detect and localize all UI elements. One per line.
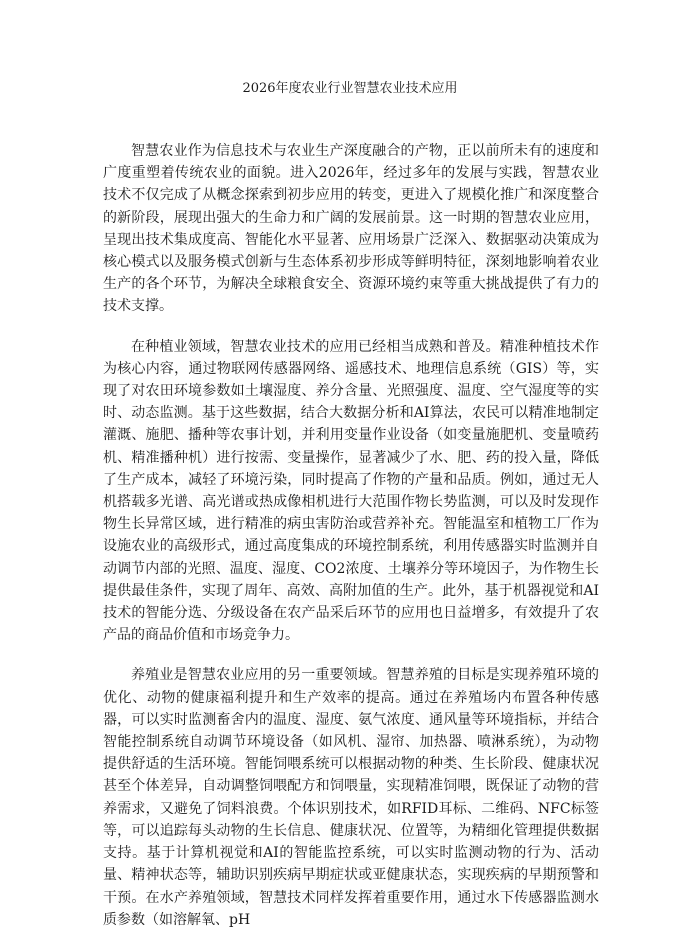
paragraph-intro: 智慧农业作为信息技术与农业生产深度融合的产物，正以前所未有的速度和广度重塑着传统农业的面貌。进入2026年，经过多年的发展与实践，智慧农业技术不仅完成了从概念探索到初步应用的转变，更进入了规模化推广和深度整合的新阶段，展现出强大的生命力和广阔的发展前景。这一时期的智慧农业应用，呈现出技术集成度高、智能化水平显著、应用场景广泛深入、数据驱动决策成为核心模式以及服务模式创新与生态体系初步形成等鲜明特征，深刻地影响着农业生产的各个环节，为解决全球粮食安全、资源环境约束等重大挑战提供了有力的技术支撑。 xyxy=(103,143,599,315)
paragraph-livestock: 养殖业是智慧农业应用的另一重要领域。智慧养殖的目标是实现养殖环境的优化、动物的健康福利提升和生产效率的提高。通过在养殖场内布置各种传感器，可以实时监测畜舍内的温度、湿度、氨气浓度、通风量等环境指标，并结合智能控制系统自动调节环境设备（如风机、湿帘、加热器、喷淋系统），为动物提供舒适的生活环境。智能饲喂系统可以根据动物的种类、生长阶段、健康状况甚至个体差异，自动调整饲喂配方和饲喂量，实现精准饲喂，既保证了动物的营养需求，又避免了饲料浪费。个体识别技术，如RFID耳标、二维码、NFC标签等，可以追踪每头动物的生长信息、健康状况、位置等，为精细化管理提供数据支持。基于计算机视觉和AI的智能监控系统，可以实时监测动物的行为、活动量、精神状态等，辅助识别疾病早期症状或亚健康状态，实现疾病的早期预警和干预。在水产养殖领域，智慧技术同样发挥着重要作用，通过水下传感器监测水质参数（如溶解氧、pH xyxy=(103,667,599,928)
paragraph-planting: 在种植业领域，智慧农业技术的应用已经相当成熟和普及。精准种植技术作为核心内容，通过物联网传感器网络、遥感技术、地理信息系统（GIS）等，实现了对农田环境参数如土壤湿度、养分含量、光照强度、温度、空气湿度等的实时、动态监测。基于这些数据，结合大数据分析和AI算法，农民可以精准地制定灌溉、施肥、播种等农事计划，并利用变量作业设备（如变量施肥机、变量喷药机、精准播种机）进行按需、变量操作，显著减少了水、肥、药的投入量，降低了生产成本，减轻了环境污染，同时提高了作物的产量和品质。例如，通过无人机搭载多光谱、高光谱或热成像相机进行大范围作物长势监测，可以及时发现作物生长异常区域，进行精准的病虫害防治或营养补充。智能温室和植物工厂作为设施农业的高级形式，通过高度集成的环境控制系统，利用传感器实时监测并自动调节内部的光照、温度、湿度、CO2浓度、土壤养分等环境因子，为作物生长提供最佳条件，实现了周年、高效、高附加值的生产。此外，基于机器视觉和AI技术的智能分选、分级设备在农产品采后环节的应用也日益增多，有效提升了农产品的商品价值和市场竞争力。 xyxy=(103,338,599,644)
document-body xyxy=(103,140,599,949)
document-title: 2026年度农业行业智慧农业技术应用 xyxy=(242,81,458,96)
